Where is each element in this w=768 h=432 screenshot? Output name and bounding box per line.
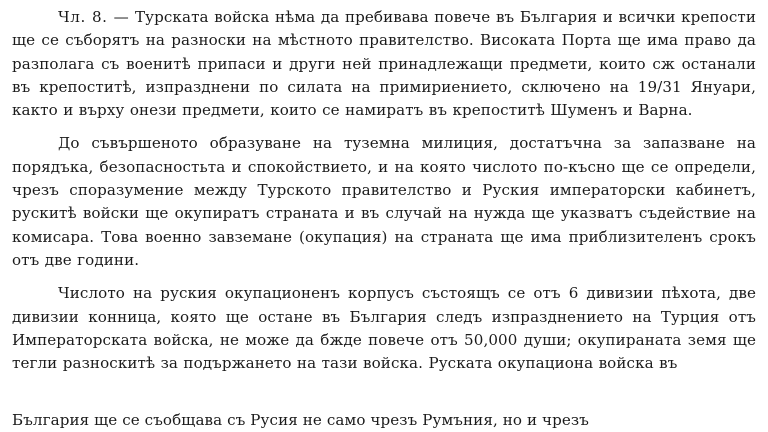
clipped-bottom-line-text: България ще се съобщава съ Русия не само чрезъ Румъния, но и чрезъ [12, 411, 589, 429]
paragraph-article-8 [12, 6, 756, 122]
paragraph-occupation-corps [12, 282, 756, 375]
article-number-label: Чл. 8. — [58, 8, 130, 26]
paragraph-militia [12, 132, 756, 272]
paragraph-text: Числото на руския окупационенъ корпусъ състоящъ се отъ 6 дивизии пѣхота, две дивизии конница, която ще остане въ България следъ изпразднението на Турция отъ Императорската войска, не може да бжде повече отъ 50,000 души; окупираната земя ще тегли разноскитѣ за подържането на тази войска. Руската окупациона войска въ [12, 284, 756, 373]
paragraph-text: До съвършеното образуване на туземна милиция, достатъчна за запазване на порядъка, безопасностьта и спокойствието, и на която числото по-късно ще се определи, чрезъ споразумение между Турското правителство и Руския императорски кабинетъ, рускитѣ войски ще окупиратъ страната и въ случай на нужда ще указватъ съдействие на комисара. Това военно завземане (окупация) на страната ще има приблизителенъ срокъ отъ две години. [12, 134, 756, 269]
clipped-bottom-line [12, 411, 756, 432]
paragraph-text: Турската войска нѣма да пребивава повече въ България и всички крепости ще се съборятъ на разноски на мѣстното правителство. Високата Порта ще има право да разполага съ военитѣ припаси и други ней принадлежащи предмети, които сж останали въ крепоститѣ, изпразднени по силата на примириението, сключено на 19/31 Януари, както и върху онези предмети, които се намиратъ въ крепоститѣ Шуменъ и Варна. [12, 8, 756, 120]
document-text-body [12, 6, 756, 375]
